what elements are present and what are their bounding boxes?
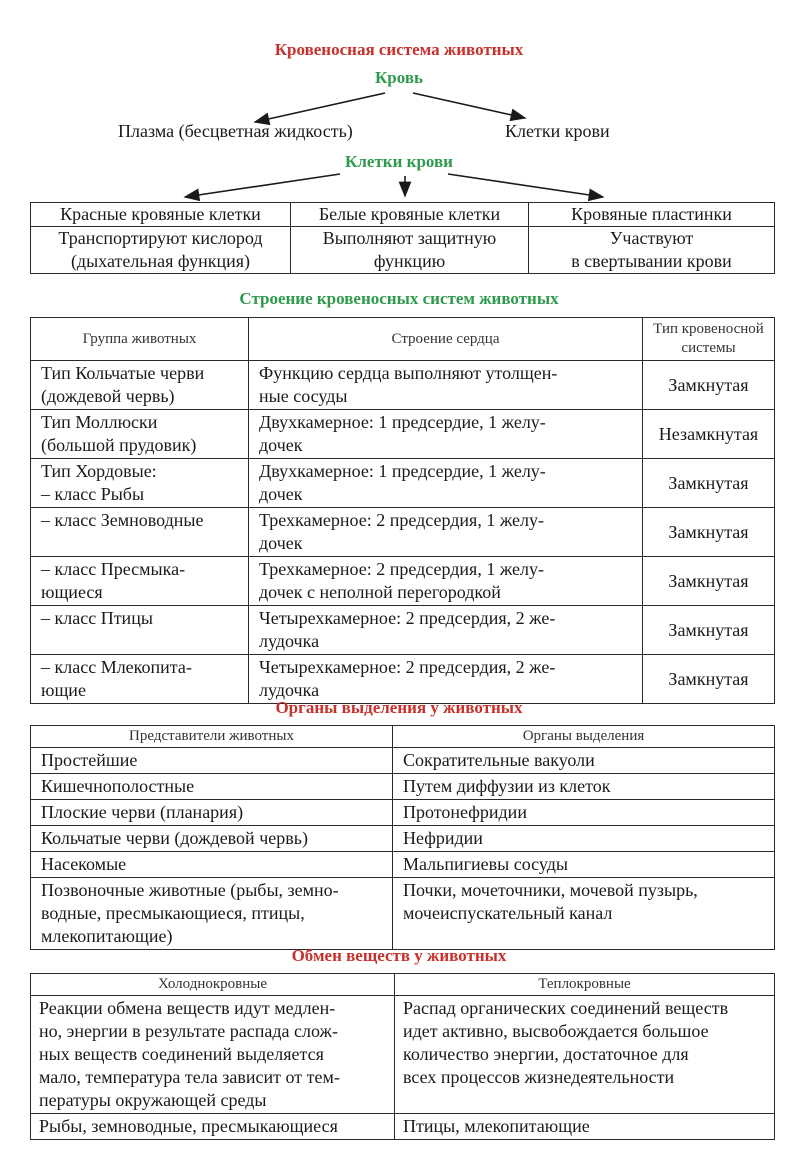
table-row: [31, 410, 775, 459]
organs-cell: Сократительные вакуоли: [393, 748, 775, 774]
arrow-to-cells: [413, 93, 525, 118]
group-cell: – класс Птицы: [31, 606, 249, 655]
table-row: [31, 227, 775, 274]
table-row: [31, 361, 775, 410]
group-cell: – класс Пресмыка- ющиеся: [31, 557, 249, 606]
heart-cell: Четырехкамерное: 2 предсердия, 2 же- лудочка: [249, 655, 643, 704]
type-cell: Замкнутая: [643, 508, 775, 557]
table-row: [31, 826, 775, 852]
type-cell: Замкнутая: [643, 361, 775, 410]
table-row: [31, 655, 775, 704]
animals-cell: Простейшие: [31, 748, 393, 774]
group-cell: Тип Кольчатые черви (дождевой червь): [31, 361, 249, 410]
metabolism-title: Обмен веществ у животных: [291, 946, 507, 965]
table-row: [31, 974, 775, 996]
heart-cell: Трехкамерное: 2 предсердия, 1 желу- дочек с неполной перегородкой: [249, 557, 643, 606]
heart-cell: Функцию сердца выполняют утолщен- ные сосуды: [249, 361, 643, 410]
cold-blooded-description: Реакции обмена веществ идут медлен- но, энергии в результате распада слож- ных веществ соединений выделяется мало, температура тела зависит от тем- пературы окружающей среды: [31, 996, 395, 1114]
cold-blooded-header: Холоднокровные: [31, 974, 395, 996]
blood-diagram-arrows: [0, 0, 798, 210]
metabolism-table: [30, 973, 775, 1140]
organs-cell: Протонефридии: [393, 800, 775, 826]
group-cell: – класс Земноводные: [31, 508, 249, 557]
red-cells-function: Транспортируют кислород (дыхательная функция): [31, 227, 291, 274]
table-row: [31, 774, 775, 800]
group-header: Группа животных: [31, 318, 249, 361]
table-row: [31, 508, 775, 557]
organs-cell: Путем диффузии из клеток: [393, 774, 775, 800]
blood-cells-label: Клетки крови: [505, 121, 610, 141]
warm-blooded-description: Распад органических соединений веществ идет активно, высвобождается большое количество энергии, достаточное для всех процессов жизнедеятельности: [395, 996, 775, 1114]
arrow-to-plasma: [255, 93, 385, 122]
table-row: [31, 878, 775, 950]
table-row: [31, 996, 775, 1114]
group-cell: Тип Моллюски (большой прудовик): [31, 410, 249, 459]
heart-cell: Двухкамерное: 1 предсердие, 1 желу- дочек: [249, 459, 643, 508]
heart-header: Строение сердца: [249, 318, 643, 361]
organs-cell: Нефридии: [393, 826, 775, 852]
white-cells-function: Выполняют защитную функцию: [291, 227, 529, 274]
blood-cells-table: [30, 202, 775, 274]
type-header: Тип кровеносной системы: [643, 318, 775, 361]
cold-blooded-animals: Рыбы, земноводные, пресмыкающиеся: [31, 1114, 395, 1140]
blood-system-title: Кровеносная система животных: [274, 40, 524, 59]
type-cell: Замкнутая: [643, 557, 775, 606]
structure-table: [30, 317, 775, 704]
blood-label: Кровь: [374, 68, 424, 87]
group-cell: – класс Млекопита- ющие: [31, 655, 249, 704]
excretion-title: Органы выделения у животных: [275, 698, 523, 717]
table-row: [31, 318, 775, 361]
heart-cell: Трехкамерное: 2 предсердия, 1 желу- дочек: [249, 508, 643, 557]
table-row: [31, 800, 775, 826]
white-cells-header: Белые кровяные клетки: [291, 203, 529, 227]
type-cell: Замкнутая: [643, 459, 775, 508]
animals-cell: Кольчатые черви (дождевой червь): [31, 826, 393, 852]
group-cell: Тип Хордовые: – класс Рыбы: [31, 459, 249, 508]
blood-cells-title: Клетки крови: [345, 152, 453, 171]
warm-blooded-animals: Птицы, млекопитающие: [395, 1114, 775, 1140]
table-row: [31, 748, 775, 774]
table-row: [31, 852, 775, 878]
arrow-to-platelets: [448, 174, 603, 197]
animals-header: Представители животных: [31, 726, 393, 748]
type-cell: Замкнутая: [643, 655, 775, 704]
table-row: [31, 726, 775, 748]
platelets-header: Кровяные пластинки: [529, 203, 775, 227]
animals-cell: Плоские черви (планария): [31, 800, 393, 826]
type-cell: Незамкнутая: [643, 410, 775, 459]
organs-cell: Почки, мочеточники, мочевой пузырь, мочеиспускательный канал: [393, 878, 775, 950]
excretion-table: [30, 725, 775, 950]
animals-cell: Кишечнополостные: [31, 774, 393, 800]
heart-cell: Двухкамерное: 1 предсердие, 1 желу- дочек: [249, 410, 643, 459]
table-row: [31, 606, 775, 655]
warm-blooded-header: Теплокровные: [395, 974, 775, 996]
plasma-label: Плазма (бесцветная жидкость): [118, 121, 353, 141]
table-row: [31, 459, 775, 508]
structure-title: Строение кровеносных систем животных: [239, 289, 559, 308]
animals-cell: Насекомые: [31, 852, 393, 878]
platelets-function: Участвуют в свертывании крови: [529, 227, 775, 274]
table-row: [31, 203, 775, 227]
type-cell: Замкнутая: [643, 606, 775, 655]
table-row: [31, 557, 775, 606]
organs-cell: Мальпигиевы сосуды: [393, 852, 775, 878]
animals-cell: Позвоночные животные (рыбы, земно- водные, пресмыкающиеся, птицы, млекопитающие): [31, 878, 393, 950]
organs-header: Органы выделения: [393, 726, 775, 748]
arrow-to-red-cells: [185, 174, 340, 197]
red-cells-header: Красные кровяные клетки: [31, 203, 291, 227]
heart-cell: Четырехкамерное: 2 предсердия, 2 же- лудочка: [249, 606, 643, 655]
table-row: [31, 1114, 775, 1140]
